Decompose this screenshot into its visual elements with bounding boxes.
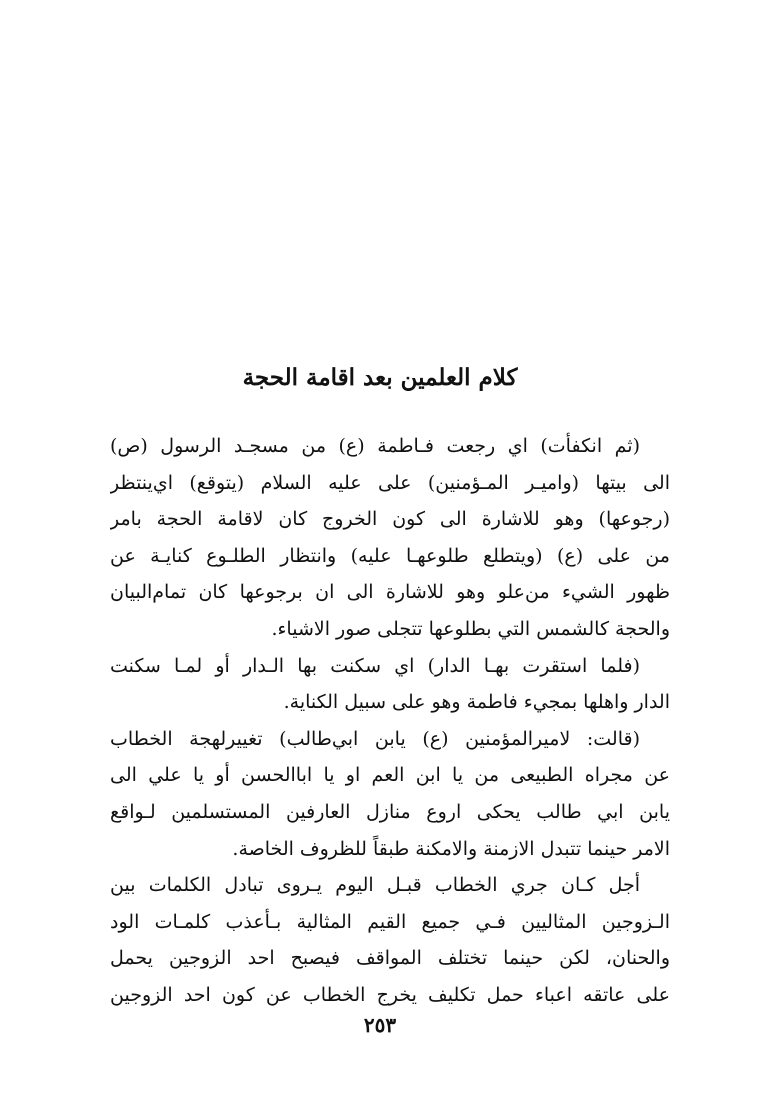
- text-line: يابن ابي طالب يحكى اروع منازل العارفين المستسلمين لـواقع: [110, 800, 670, 823]
- text-line: والحنان، لكن حينما تختلف المواقف فيصبح احد الزوجين يحمل: [110, 947, 670, 970]
- text-line: الى بيتها (واميـر المـؤمنين) على عليه السلام (يتوقع) اي‌ينتظر: [110, 471, 670, 494]
- page-number: ٢٥٣: [363, 1013, 397, 1037]
- text-line: (ثم انكفأت) اي رجعت فـاطمة (ع) من مسجـد الرسول (ص): [110, 435, 640, 457]
- text-line: (رجوعها) وهو للاشارة الى كون الخروج كان لاقامة الحجة بامر: [110, 508, 670, 531]
- text-line: الدار واهلها بمجيء فاطمة وهو على سبيل الكناية.: [283, 691, 670, 714]
- text-line: والحجة كالشمس التي بطلوعها تتجلى صور الاشياء.: [271, 617, 670, 640]
- text-line: (فلما استقرت بهـا الدار) اي سكنت بها الـدار أو لمـا سكنت: [110, 654, 640, 677]
- text-line: أجل كـان جري الخطاب قبـل اليوم يـروى تبادل الكلمات بين: [110, 874, 640, 897]
- text-line: من على (ع) (ويتطلع طلوعهـا عليه) وانتظار الطلـوع كنايـة عن: [110, 544, 670, 567]
- text-line: الـزوجين المثاليين فـي جميع القيم المثالية بـأعذب كلمـات الود: [110, 910, 670, 933]
- text-line: عن مجراه الطبيعى من يا ابن العم او يا اباالحسن أو يا علي الى: [110, 764, 670, 787]
- body-text: [110, 428, 670, 1014]
- text-line: ظهور الشيء من‌علو وهو للاشارة الى ان برجوعها كان تمام‌البيان: [110, 581, 670, 604]
- text-line: على عاتقه اعباء حمل تكليف يخرج الخطاب عن كون احد الزوجين: [110, 983, 670, 1006]
- text-line: (قالت: لاميرالمؤمنين (ع) يابن ابي‌طالب) تغييرلهجة الخطاب: [110, 727, 640, 750]
- section-title: كلام العلمين بعد اقامة الحجة: [242, 364, 518, 391]
- text-line: الامر حينما تتبدل الازمنة والامكنة طبقاً للظروف الخاصة.: [232, 837, 670, 860]
